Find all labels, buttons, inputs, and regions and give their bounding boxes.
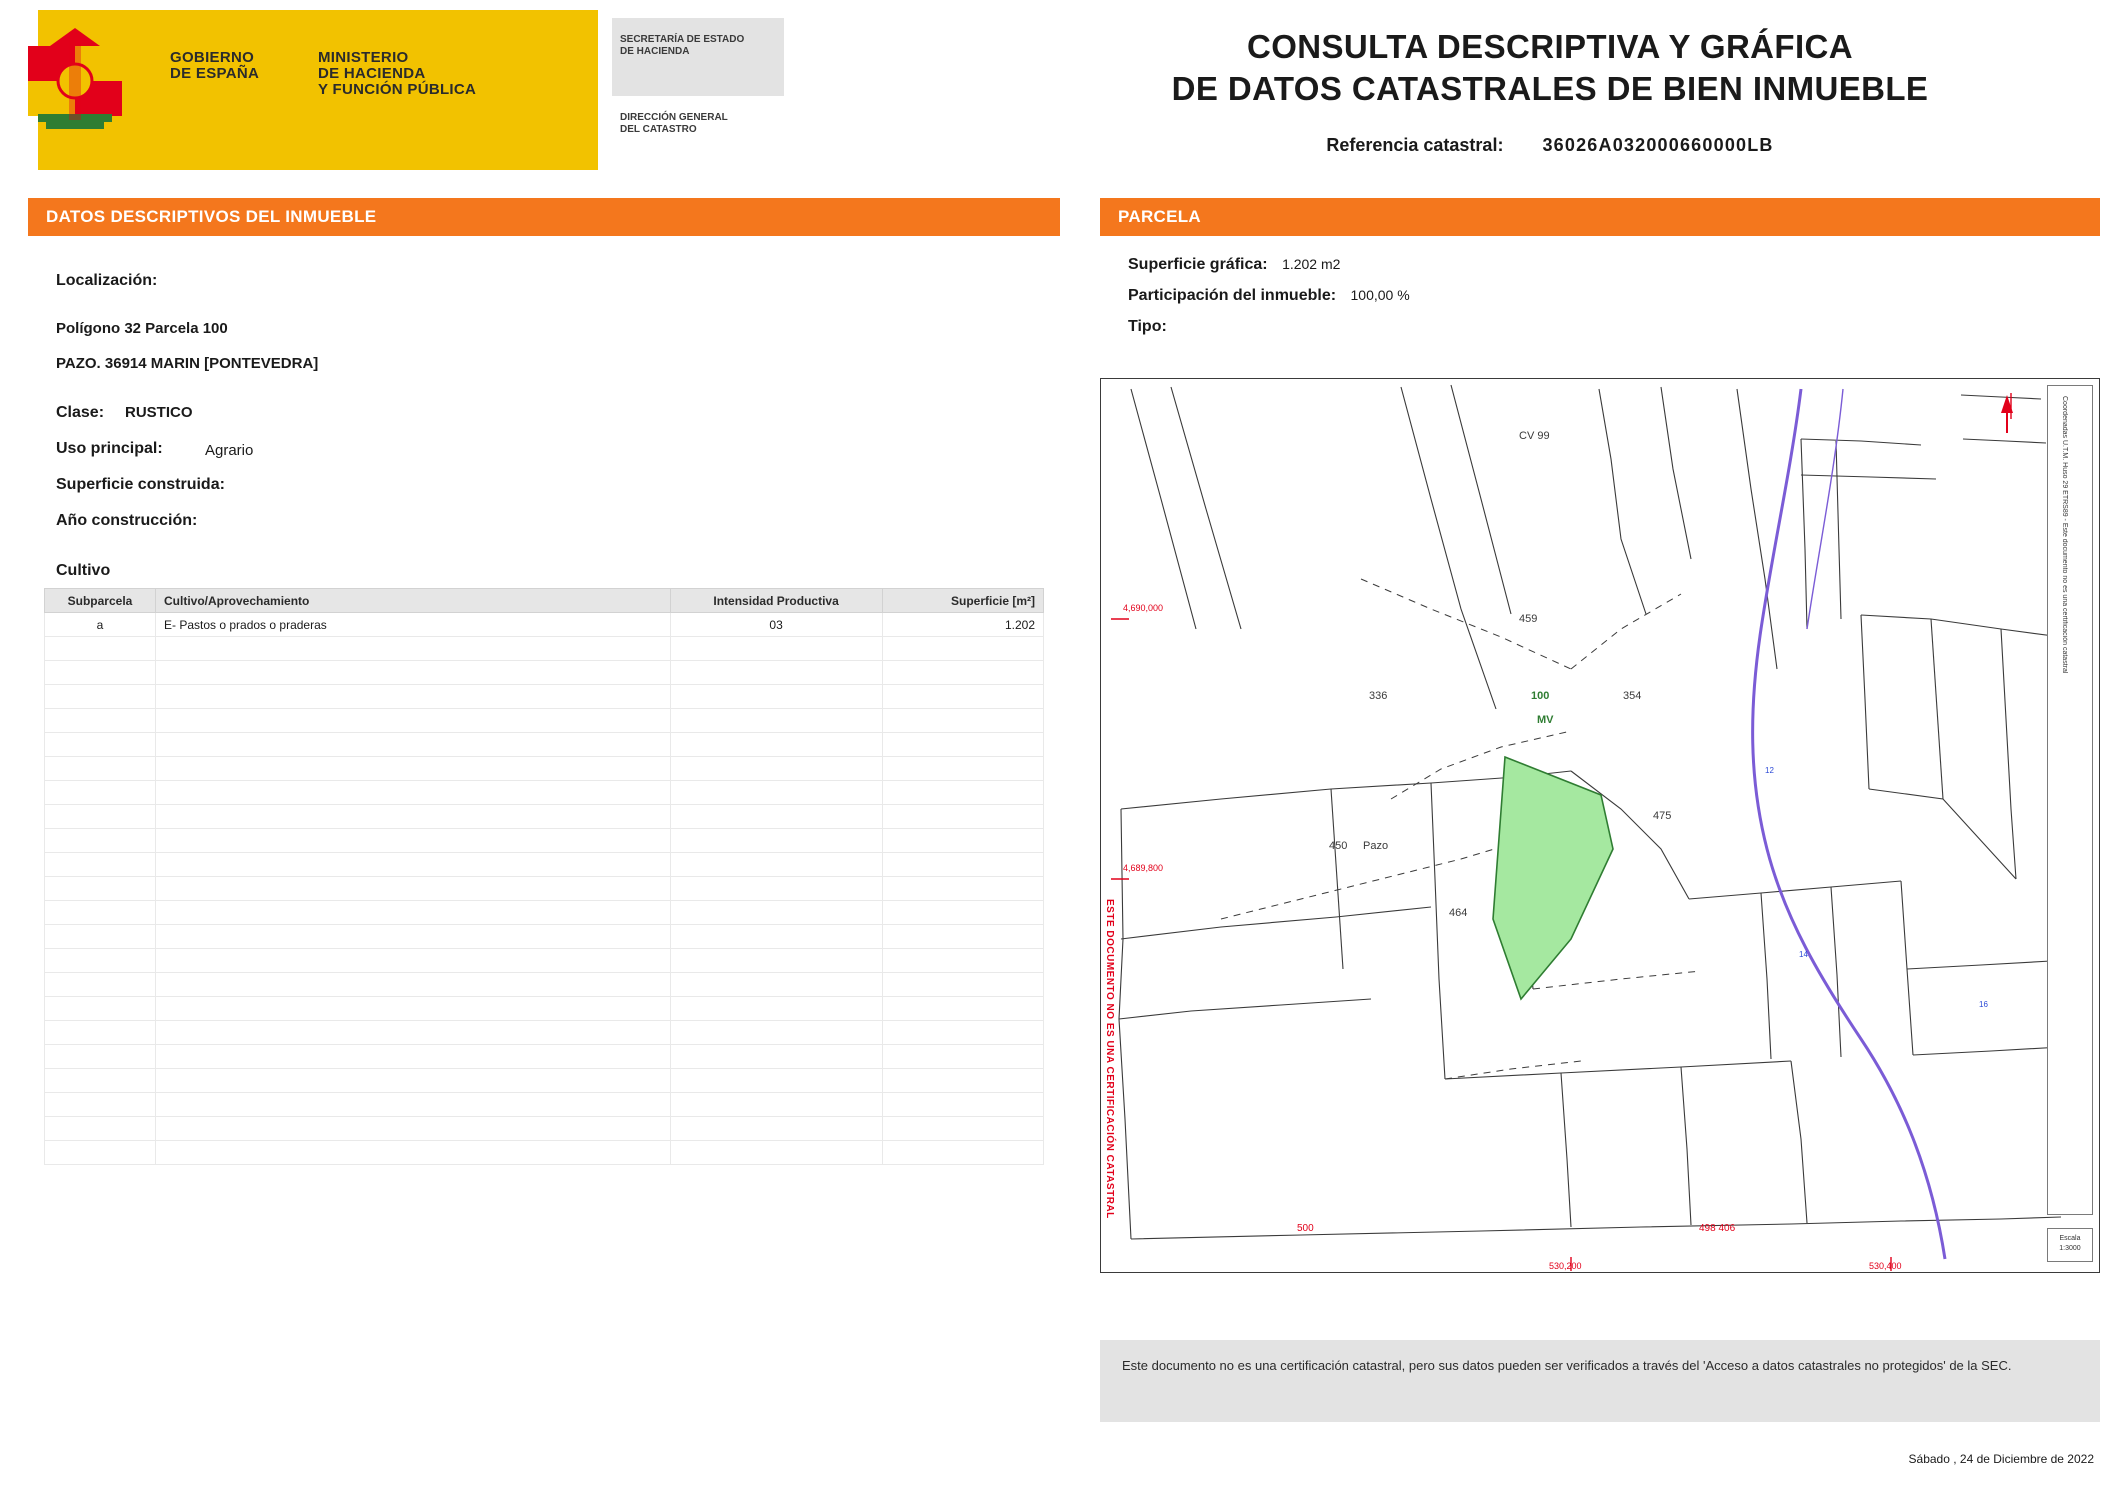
table-cell-empty [670,973,882,997]
participacion-row [1128,287,1410,305]
cultivo-label: Cultivo [56,562,111,579]
table-cell-empty [156,1141,671,1165]
tipo-row [1128,318,1410,336]
table-cell-empty [45,1045,156,1069]
table-cell-empty [670,709,882,733]
svg-text:100: 100 [1531,690,1550,702]
svg-text:450: 450 [1329,840,1348,852]
table-cell-empty [156,709,671,733]
table-cell-empty [882,973,1043,997]
table-row-empty [45,1045,1044,1069]
table-cell-empty [670,997,882,1021]
table-cell-empty [670,901,882,925]
table-row-empty [45,781,1044,805]
table-cell-empty [670,733,882,757]
document-title-line1: CONSULTA DESCRIPTIVA Y GRÁFICA [1246,28,1854,65]
table-cell-empty [882,829,1043,853]
uso-principal-value: Agrario [205,442,254,459]
svg-text:MV: MV [1537,714,1554,726]
parcela-bar [1100,198,2100,236]
table-cell-empty [670,1093,882,1117]
map-scale-box [2047,1228,2093,1262]
superficie-grafica-value: 1.202 m2 [1282,256,1341,272]
table-cell-empty [882,925,1043,949]
referencia-catastral-value: 36026A032000660000LB [1542,135,1774,155]
document-title-line2: DE DATOS CATASTRALES DE BIEN INMUEBLE [1171,70,1929,107]
table-cell-empty [882,949,1043,973]
table-cell: a [45,613,156,637]
map-scale-label: Escala [2059,1235,2081,1242]
table-cell-empty [882,997,1043,1021]
participacion-value: 100,00 % [1350,287,1410,303]
superficie-grafica-label: Superficie gráfica: [1128,256,1268,273]
col-cultivo: Cultivo/Aprovechamiento [156,589,671,613]
table-row-empty [45,757,1044,781]
table-row-empty [45,949,1044,973]
localizacion-label: Localización: [56,272,158,289]
table-cell-empty [882,709,1043,733]
svg-text:4,689,800: 4,689,800 [1123,863,1164,873]
table-cell-empty [156,997,671,1021]
referencia-catastral-row [1000,135,2100,156]
participacion-label: Participación del inmueble: [1128,287,1337,304]
secretaria-estado-box [612,18,784,96]
table-cell-empty [882,1093,1043,1117]
table-cell-empty [45,1093,156,1117]
table-cell-empty [670,829,882,853]
cultivo-table [44,588,1044,1165]
clase-value: RUSTICO [125,404,193,421]
datos-descriptivos-bar [28,198,1060,236]
svg-text:530,200: 530,200 [1549,1261,1582,1271]
table-cell-empty [882,1045,1043,1069]
table-cell-empty [156,1093,671,1117]
table-row-empty [45,901,1044,925]
cultivo-table-header-row [45,589,1044,613]
svg-text:530,400: 530,400 [1869,1261,1902,1271]
map-legend-text: Coordenadas U.T.M. Huso 29 ETRS89 - Este documento no es una certificación catastral [2061,396,2068,674]
map-legend-red-warning: ESTE DOCUMENTO NO ES UNA CERTIFICACIÓN CATASTRAL [1104,899,1115,1219]
table-cell-empty [45,853,156,877]
col-subparcela: Subparcela [45,589,156,613]
table-row-empty [45,877,1044,901]
table-cell-empty [882,1117,1043,1141]
table-cell-empty [670,925,882,949]
gobierno-de-espana-label: GOBIERNO DE ESPAÑA [170,49,260,82]
cadastral-map[interactable] [1100,378,2100,1273]
spain-coat-of-arms-icon [20,22,130,140]
footer-date: Sábado , 24 de Diciembre de 2022 [1908,1452,2094,1466]
table-cell-empty [45,757,156,781]
table-cell-empty [670,637,882,661]
referencia-catastral-label: Referencia catastral: [1326,135,1504,155]
map-legend-strip [2047,385,2093,1215]
table-cell-empty [670,757,882,781]
table-cell-empty [156,661,671,685]
table-cell: E- Pastos o prados o praderas [156,613,671,637]
table-cell-empty [45,661,156,685]
table-cell-empty [670,685,882,709]
table-cell-empty [45,709,156,733]
table-row-empty [45,709,1044,733]
table-cell-empty [882,685,1043,709]
svg-text:14: 14 [1799,950,1808,959]
direccion-general-catastro-label: DIRECCIÓN GENERAL DEL CATASTRO [620,112,728,135]
svg-text:Pazo: Pazo [1363,840,1389,852]
table-row-empty [45,1117,1044,1141]
table-row-empty [45,685,1044,709]
table-cell-empty [156,781,671,805]
table-row-empty [45,1141,1044,1165]
parcela-info-block [1128,256,1410,349]
table-row-empty [45,997,1044,1021]
table-cell-empty [670,1069,882,1093]
table-cell-empty [882,661,1043,685]
table-cell-empty [882,781,1043,805]
col-superficie: Superficie [m²] [882,589,1043,613]
table-cell-empty [45,1117,156,1141]
table-cell-empty [156,901,671,925]
table-cell-empty [882,853,1043,877]
table-row-empty [45,925,1044,949]
table-cell: 1.202 [882,613,1043,637]
table-cell-empty [45,949,156,973]
table-cell-empty [156,829,671,853]
svg-text:475: 475 [1653,810,1672,822]
table-cell-empty [156,805,671,829]
svg-text:CV 99: CV 99 [1519,430,1550,442]
table-cell-empty [45,997,156,1021]
table-cell-empty [670,877,882,901]
parcela-bar-title: PARCELA [1118,207,1202,226]
secretaria-estado-label: SECRETARÍA DE ESTADO DE HACIENDA [620,34,745,57]
table-cell-empty [45,925,156,949]
table-cell-empty [670,1021,882,1045]
table-cell-empty [45,637,156,661]
table-row-empty [45,853,1044,877]
table-cell-empty [670,805,882,829]
svg-text:354: 354 [1623,690,1642,702]
table-cell-empty [670,661,882,685]
table-cell-empty [156,877,671,901]
localizacion-line2: PAZO. 36914 MARIN [PONTEVEDRA] [56,355,319,372]
table-row [45,613,1044,637]
table-cell-empty [45,829,156,853]
table-row-empty [45,661,1044,685]
svg-text:336: 336 [1369,690,1388,702]
table-cell-empty [45,733,156,757]
table-cell-empty [670,853,882,877]
cultivo-table-body [45,613,1044,1165]
table-cell-empty [882,757,1043,781]
ministerio-label: MINISTERIO DE HACIENDA Y FUNCIÓN PÚBLICA [318,49,477,98]
table-row-empty [45,829,1044,853]
svg-text:16: 16 [1979,1000,1988,1009]
table-row-empty [45,733,1044,757]
table-cell-empty [156,973,671,997]
table-cell-empty [156,757,671,781]
table-cell-empty [45,1141,156,1165]
table-cell-empty [156,853,671,877]
col-intensidad: Intensidad Productiva [670,589,882,613]
table-cell-empty [156,1069,671,1093]
table-cell-empty [45,1021,156,1045]
tipo-label: Tipo: [1128,318,1167,335]
document-title [1000,26,2100,110]
table-cell-empty [882,1021,1043,1045]
table-row-empty [45,1069,1044,1093]
table-cell-empty [882,733,1043,757]
table-cell-empty [156,1117,671,1141]
table-cell-empty [670,1117,882,1141]
table-row-empty [45,637,1044,661]
table-cell-empty [882,901,1043,925]
table-cell-empty [156,637,671,661]
svg-text:4,690,000: 4,690,000 [1123,603,1164,613]
clase-label: Clase: [56,404,105,421]
superficie-grafica-row [1128,256,1410,274]
table-row-empty [45,1021,1044,1045]
table-cell-empty [45,973,156,997]
localizacion-line1: Polígono 32 Parcela 100 [56,320,228,337]
table-cell-empty [156,733,671,757]
cadastral-map-svg [1101,379,2099,1272]
table-cell-empty [45,877,156,901]
table-cell-empty [156,685,671,709]
table-cell-empty [45,805,156,829]
table-cell-empty [45,685,156,709]
map-scale-value: 1:3000 [2059,1245,2081,1252]
svg-text:464: 464 [1449,907,1468,919]
table-cell-empty [670,781,882,805]
table-cell-empty [45,781,156,805]
table-cell-empty [156,1045,671,1069]
table-cell-empty [882,1141,1043,1165]
table-cell-empty [882,1069,1043,1093]
svg-text:498 406: 498 406 [1699,1223,1736,1234]
table-cell-empty [670,1045,882,1069]
svg-text:459: 459 [1519,613,1538,625]
table-cell-empty [670,949,882,973]
table-row-empty [45,973,1044,997]
table-cell-empty [882,637,1043,661]
table-cell-empty [45,901,156,925]
superficie-construida-label: Superficie construida: [56,476,225,493]
table-cell-empty [670,1141,882,1165]
table-cell: 03 [670,613,882,637]
svg-text:500: 500 [1297,1223,1314,1234]
table-cell-empty [882,805,1043,829]
table-cell-empty [156,925,671,949]
datos-descriptivos-bar-title: DATOS DESCRIPTIVOS DEL INMUEBLE [46,207,377,226]
table-row-empty [45,805,1044,829]
table-cell-empty [156,1021,671,1045]
table-row-empty [45,1093,1044,1117]
svg-text:12: 12 [1765,766,1774,775]
table-cell-empty [45,1069,156,1093]
anio-construccion-label: Año construcción: [56,512,198,529]
table-cell-empty [156,949,671,973]
uso-principal-label: Uso principal: [56,440,163,457]
table-cell-empty [882,877,1043,901]
disclaimer-box: Este documento no es una certificación catastral, pero sus datos pueden ser verificados a través del 'Acceso a datos catastrales no protegidos' de la SEC. [1100,1340,2100,1422]
cultivo-table-head [45,589,1044,613]
